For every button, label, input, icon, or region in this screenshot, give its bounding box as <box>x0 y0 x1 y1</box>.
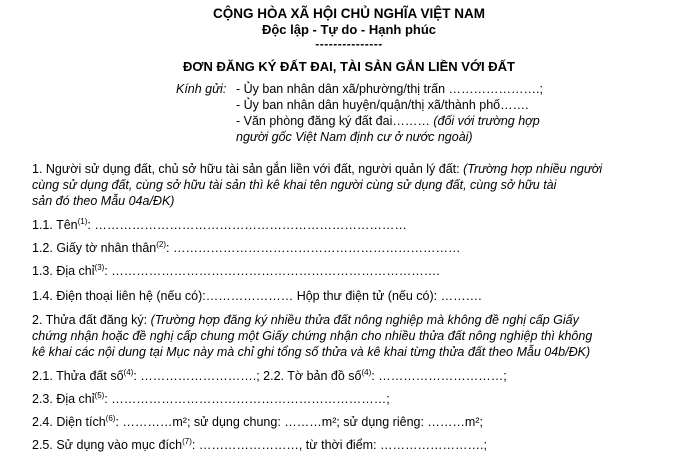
section1-heading <box>32 162 602 176</box>
recipient-office-text: - Văn phòng đăng ký đất đai……… <box>236 114 430 128</box>
field-2-5-purpose <box>32 438 487 452</box>
field-1-2-label: 1.2. Giấy tờ nhân thân <box>32 241 157 255</box>
field-1-3-label: 1.3. Địa chỉ <box>32 264 95 278</box>
section1-note-line1: (Trường hợp nhiều người <box>463 162 603 176</box>
field-2-4-area <box>32 415 483 429</box>
field-2-3-blank: : …………………………………………………………; <box>104 392 390 406</box>
field-1-1-label: 1.1. Tên <box>32 218 78 232</box>
section2-note-line3: kê khai các nội dung tại Mục này mà chỉ ghi tổng số thửa và kê khai từng thửa đất theo Mẫu 04b/ĐK) <box>32 345 591 359</box>
field-1-1-name <box>32 218 407 232</box>
field-2-3-address <box>32 392 390 406</box>
header-separator: --------------- <box>315 37 383 51</box>
recipient-line-district: - Ủy ban nhân dân huyện/quận/thị xã/thành phố……. <box>236 98 529 112</box>
recipient-line-commune: - Ủy ban nhân dân xã/phường/thị trấn ………………….; <box>236 82 543 96</box>
field-1-3-address <box>32 264 440 278</box>
field-2-2-footnote: (4) <box>361 368 372 377</box>
section1-note-line3: sản đó theo Mẫu 04a/ĐK) <box>32 194 175 208</box>
field-2-4-blank: : …………m²; sử dụng chung: ………m²; sử dụng riêng: ………m²; <box>115 415 483 429</box>
country-name: CỘNG HÒA XÃ HỘI CHỦ NGHĨA VIỆT NAM <box>212 6 485 21</box>
field-2-5-footnote: (7) <box>182 437 192 446</box>
recipient-office-note: (đối với trường hợp <box>433 114 540 128</box>
recipients-label: Kính gửi: <box>176 82 227 96</box>
field-2-1-label: 2.1. Thửa đất số <box>32 369 124 383</box>
field-1-1-blank: : ………………………………………………………………… <box>87 218 407 232</box>
national-motto: Độc lập - Tự do - Hạnh phúc <box>261 22 437 37</box>
field-1-4-contact: 1.4. Điện thoại liên hệ (nếu có):………………… Hộp thư điện tử (nếu có): ………. <box>32 289 482 303</box>
section2-heading <box>32 313 579 327</box>
field-2-4-footnote: (6) <box>105 414 116 423</box>
field-2-1-footnote: (4) <box>123 368 134 377</box>
field-1-2-footnote: (2) <box>156 240 167 249</box>
section1-heading-text: 1. Người sử dụng đất, chủ sở hữu tài sản gắn liền với đất, người quản lý đất: <box>32 162 460 176</box>
recipient-line-overseas: người gốc Việt Nam định cư ở nước ngoài) <box>236 130 473 144</box>
field-2-4-label: 2.4. Diện tích <box>32 415 106 429</box>
section2-note-line1: (Trường hợp đăng ký nhiều thửa đất nông nghiệp mà không đề nghị cấp Giấy <box>150 313 579 327</box>
field-2-5-blank: : ……………………, từ thời điểm: …………………….; <box>191 438 487 452</box>
form-title: ĐƠN ĐĂNG KÝ ĐẤT ĐAI, TÀI SẢN GẮN LIỀN VỚI ĐẤT <box>182 59 515 74</box>
field-1-2-blank: : …………………………………………………………… <box>166 241 461 255</box>
recipient-line-office <box>236 114 540 128</box>
field-1-3-blank: : ……………………………………………………………………. <box>104 264 440 278</box>
field-2-3-label: 2.3. Địa chỉ <box>32 392 95 406</box>
field-1-1-footnote: (1) <box>77 217 88 226</box>
field-2-2-blank: : …………………………; <box>371 369 507 383</box>
field-1-3-footnote: (3) <box>94 263 105 272</box>
field-2-1-parcel <box>32 369 507 383</box>
section2-note-line2: chứng nhận hoặc đề nghị cấp chung một Giấy chứng nhận cho nhiều thửa đất nông nghiệp thì không <box>32 329 593 343</box>
field-2-1-blank: : ……………………….; 2.2. Tờ bản đồ số <box>133 369 362 383</box>
section2-heading-text: 2. Thửa đất đăng ký: <box>32 313 148 327</box>
section1-note-line2: cùng sử dụng đất, cùng sở hữu tài sản thì kê khai tên người cùng sử dụng đất, cùng sở hữu tài <box>32 178 557 192</box>
field-2-3-footnote: (5) <box>94 391 105 400</box>
field-2-5-label: 2.5. Sử dụng vào mục đích <box>32 438 183 452</box>
field-1-2-identity <box>32 241 460 255</box>
